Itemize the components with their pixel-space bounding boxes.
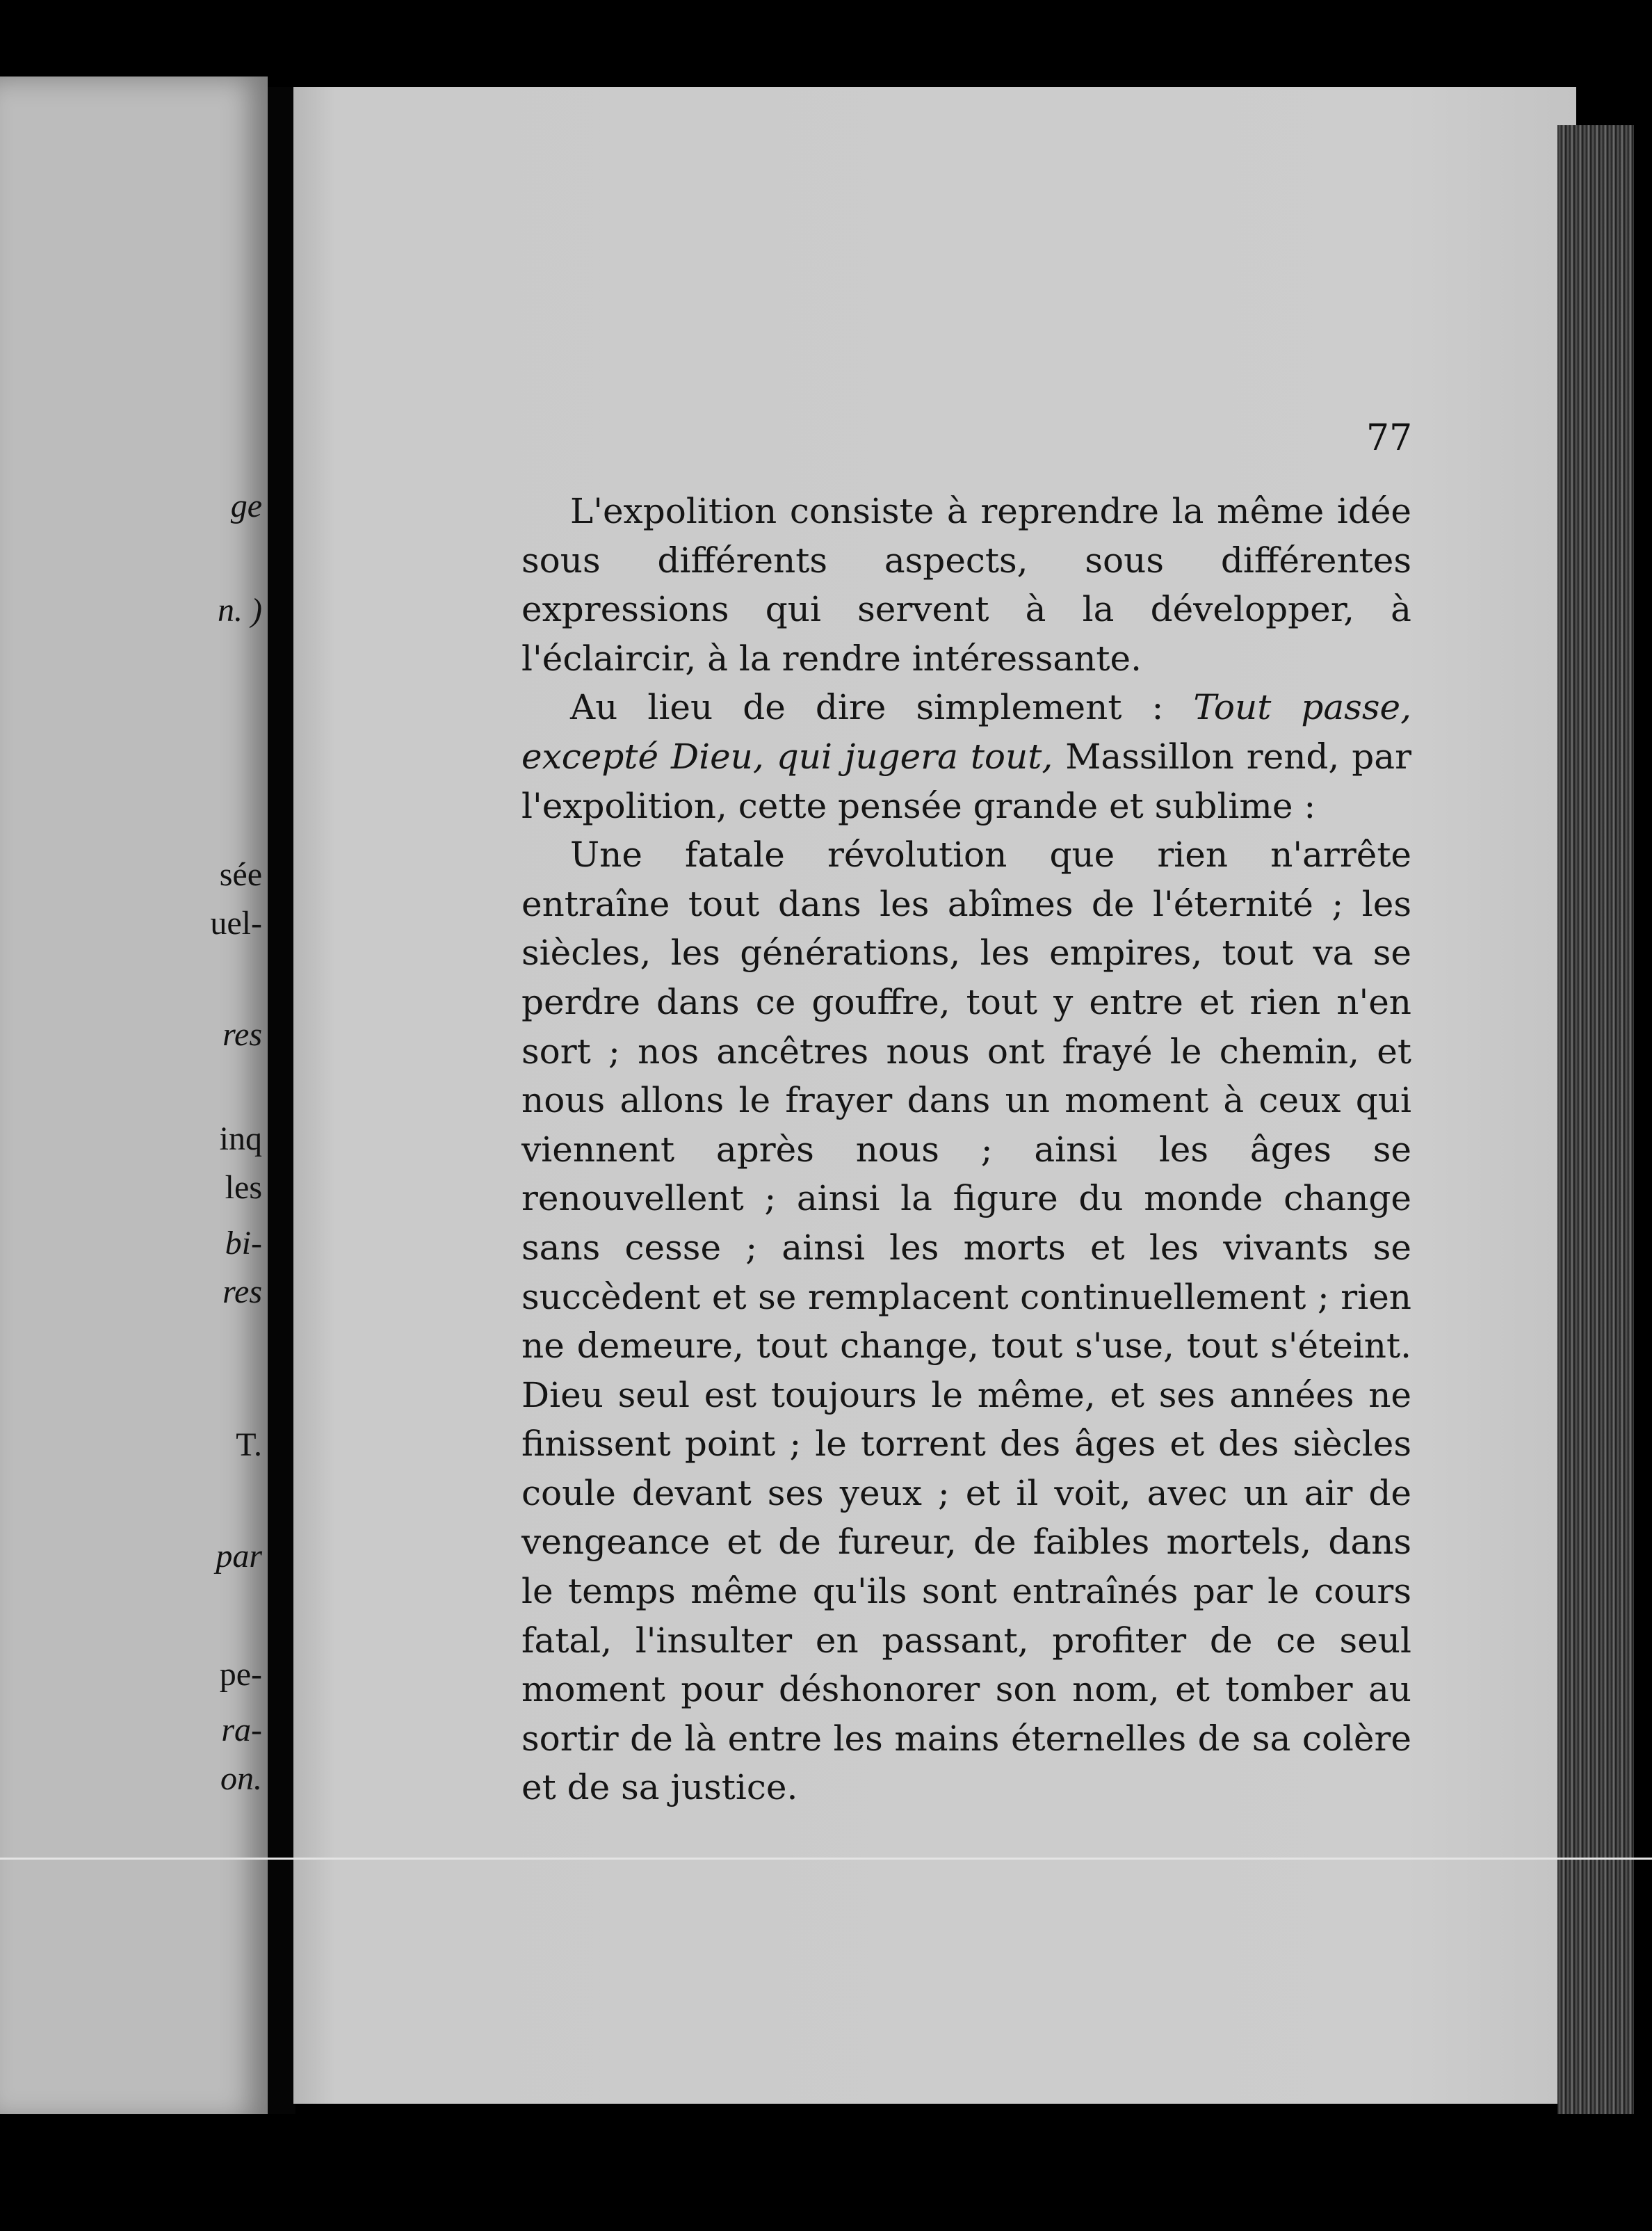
- left-page-fragment: pe-: [219, 1656, 262, 1693]
- left-page-fragment: res: [222, 1273, 262, 1310]
- page-edges: [1557, 125, 1634, 2114]
- left-page-fragment: on.: [220, 1760, 262, 1797]
- left-page-fragment: ge: [230, 488, 262, 524]
- left-page-fragment: T.: [236, 1426, 262, 1463]
- scan-artifact-line: [0, 1858, 1652, 1860]
- paragraph-example-intro: [521, 683, 1411, 830]
- paragraph-massillon-quote: Une fatale révolution que rien n'arrête entraîne tout dans les abîmes de l'éternité ; les siècles, les générations, les empires, tout va se perdre dans ce gouffre, tout y entre et rien n'en sort ; nos ancêtres nous ont frayé le chemin, et nous allons le frayer dans un moment à ceux qui viennent après nous ; ainsi les âges se renouvellent ; ainsi la figure du monde change sans cesse ; ainsi les morts et les vivants se succèdent et se remplacent continuellement ; rien ne demeure, tout change, tout s'use, tout s'éteint. Dieu seul est toujours le même, et ses années ne finissent point ; le torrent des âges et des siècles coule devant ses yeux ; et il voit, avec un air de vengeance et de fureur, de faibles mortels, dans le temps même qu'ils sont entraînés par le cours fatal, l'insulter en passant, profiter de ce seul moment pour déshonorer son nom, et tomber au sortir de là entre les mains éternelles de sa colère et de sa justice.: [521, 835, 1411, 1808]
- left-page-fragment: inq: [219, 1120, 262, 1157]
- left-page: [0, 76, 268, 2121]
- paragraph-expolition-definition: L'expolition consiste à reprendre la même idée sous différents aspects, sous différentes expressions qui servent à la développer, à l'éclaircir, à la rendre intéressante.: [521, 491, 1411, 679]
- left-page-fragment: les: [225, 1169, 262, 1206]
- page-text: [521, 487, 1411, 1812]
- left-page-fragment: ra-: [221, 1711, 262, 1748]
- quoted-phrase: Tout passe, excepté Dieu, qui jugera tout,: [521, 687, 1411, 777]
- book-gutter: [268, 87, 295, 2139]
- page-number: 77: [1366, 417, 1413, 459]
- intro-text: Au lieu de dire simplement :: [570, 687, 1164, 728]
- left-page-fragment: n. ): [218, 592, 262, 629]
- left-page-fragment: res: [222, 1016, 262, 1053]
- left-page-fragment: par: [216, 1538, 262, 1574]
- intro-continuation: Massillon rend, par l'expolition, cette pensée grande et sublime :: [521, 736, 1411, 826]
- left-page-fragment: uel-: [210, 905, 262, 942]
- left-page-fragment: sée: [219, 856, 262, 893]
- scan-border: [0, 2114, 1652, 2231]
- left-page-fragment: bi-: [225, 1225, 262, 1262]
